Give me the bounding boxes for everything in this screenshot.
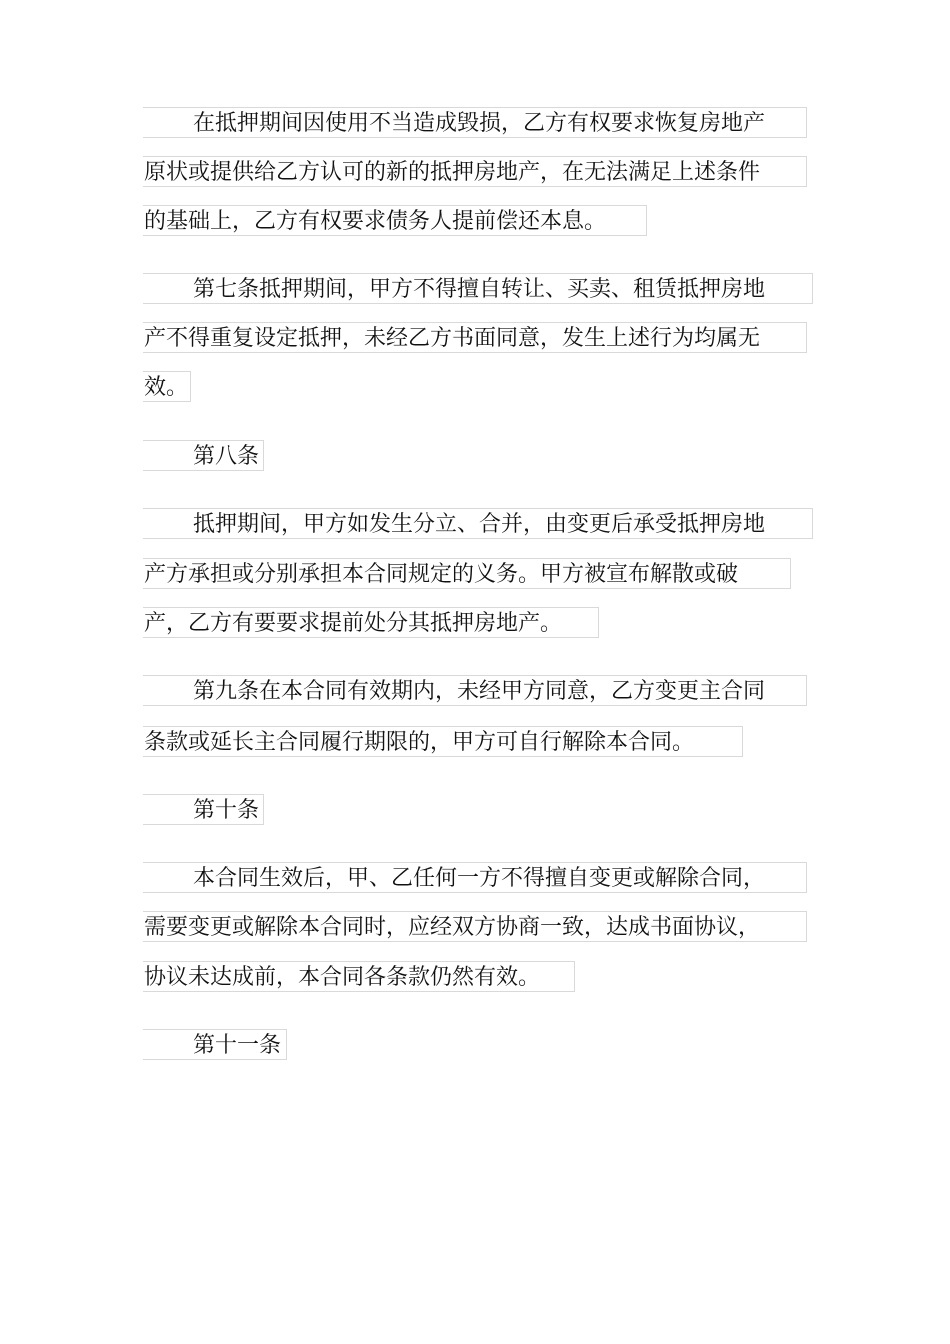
heading-article-8: 第八条 [143, 440, 264, 471]
paragraph-damage-clause-line-3: 的基础上，乙方有权要求债务人提前偿还本息。 [143, 205, 647, 236]
paragraph-article-10-body-line-1: 本合同生效后，甲、乙任何一方不得擅自变更或解除合同， [143, 862, 807, 893]
paragraph-article-10-body-line-2: 需要变更或解除本合同时，应经双方协商一致，达成书面协议， [143, 911, 807, 942]
paragraph-article-8-body-line-3: 产，乙方有要要求提前处分其抵押房地产。 [143, 607, 599, 638]
heading-article-10: 第十条 [143, 794, 264, 825]
paragraph-article-7-line-3: 效。 [143, 371, 191, 402]
paragraph-article-7-line-1: 第七条抵押期间，甲方不得擅自转让、买卖、租赁抵押房地 [143, 273, 813, 304]
heading-article-11: 第十一条 [143, 1029, 287, 1060]
paragraph-article-9-line-2: 条款或延长主合同履行期限的，甲方可自行解除本合同。 [143, 726, 743, 757]
paragraph-article-8-body-line-2: 产方承担或分别承担本合同规定的义务。甲方被宣布解散或破 [143, 558, 791, 589]
paragraph-damage-clause-line-1: 在抵押期间因使用不当造成毁损，乙方有权要求恢复房地产 [143, 107, 807, 138]
paragraph-article-9-line-1: 第九条在本合同有效期内，未经甲方同意，乙方变更主合同 [143, 675, 807, 706]
paragraph-damage-clause-line-2: 原状或提供给乙方认可的新的抵押房地产，在无法满足上述条件 [143, 156, 807, 187]
paragraph-article-10-body-line-3: 协议未达成前，本合同各条款仍然有效。 [143, 961, 575, 992]
paragraph-article-7-line-2: 产不得重复设定抵押，未经乙方书面同意，发生上述行为均属无 [143, 322, 807, 353]
paragraph-article-8-body-line-1: 抵押期间，甲方如发生分立、合并，由变更后承受抵押房地 [143, 508, 813, 539]
